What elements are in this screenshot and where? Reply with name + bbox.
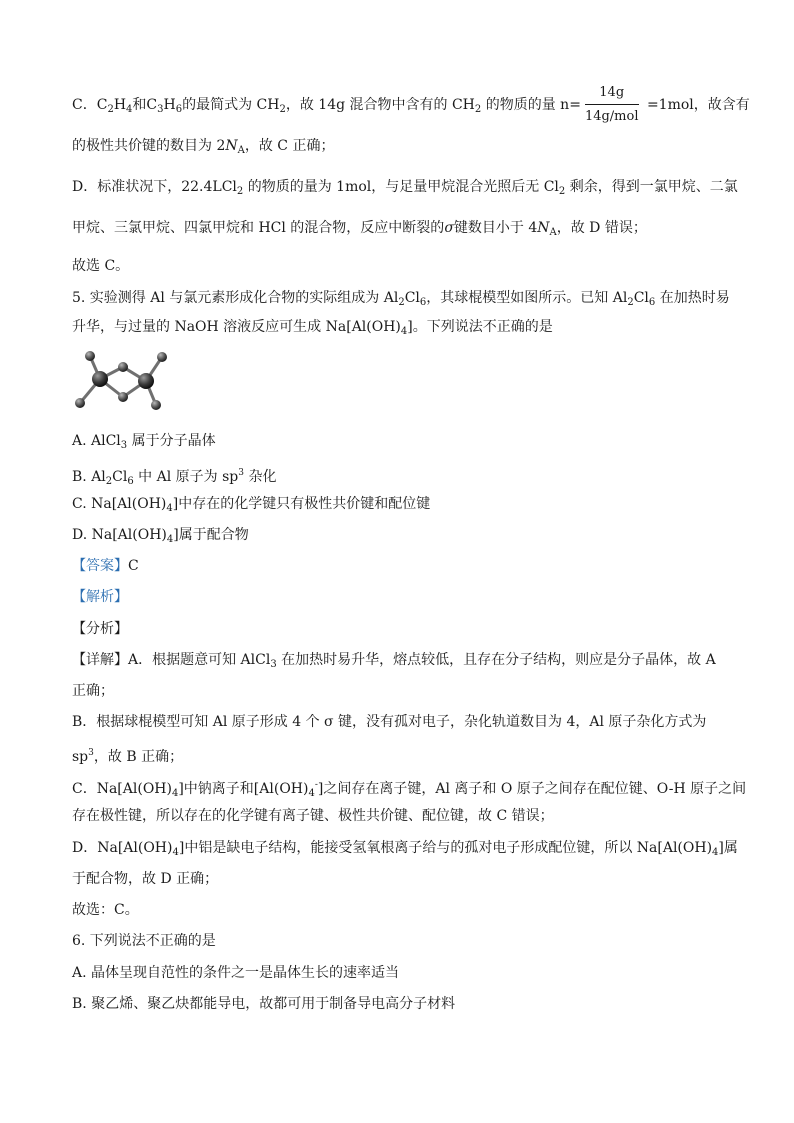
cl-atom: [157, 352, 167, 362]
detail-a-line1: 【详解】A．根据题意可知 AlCl$_3$ 在加热时易升华，熔点较低，且存在分子结构，则应是分子晶体，故 A: [72, 652, 716, 670]
option-d-explanation-line2: 甲烷、三氯甲烷、四氯甲烷和 HCl 的混合物，反应中断裂的σ键数目小于 $4N_A$，故 D 错误；: [72, 220, 647, 238]
detail-d-line2: 于配合物，故 D 正确；: [72, 871, 219, 887]
question-6-title: 6. 下列说法不正确的是: [72, 933, 216, 949]
option-5a: A. AlCl$_3$ 属于分子晶体: [72, 433, 216, 451]
option-5b: B. $Al_2Cl_6$ 中 Al 原子为 $sp^3$ 杂化: [72, 468, 277, 487]
option-6b: B. 聚乙烯、聚乙炔都能导电，故都可用于制备导电高分子材料: [72, 996, 456, 1012]
option-5c: C. $Na[Al(OH)_4]$中存在的化学键只有极性共价键和配位键: [72, 496, 431, 514]
option-d-explanation-line1: D．标准状况下，22.4LCl$_2$ 的物质的量为 1mol，与足量甲烷混合光照后无 $Cl_2$ 剩余，得到一氯甲烷、二氯: [72, 179, 738, 197]
question-5-line2: 升华，与过量的 NaOH 溶液反应可生成 $Na[Al(OH)_4]$。下列说法不正确的是: [72, 319, 553, 337]
molar-fraction: $\frac{14g}{\text{14g/mol}}$: [584, 85, 639, 124]
detail-d-line1: D．$Na[Al(OH)_4]$中铝是缺电子结构，能接受氢氧根离子给与的孤对电子形成配位键，所以 $Na[Al(OH)_4]$属: [72, 840, 738, 858]
al-atom: [92, 371, 108, 387]
detail-c-line1: C．$Na[Al(OH)_4]$中钠离子和$[Al(OH)_4^-]$之间存在离子键，Al 离子和 O 原子之间存在配位键、O-H 原子之间: [72, 780, 747, 799]
fenxi-heading: 【分析】: [72, 621, 128, 637]
conclusion-choose-c: 故选 C。: [72, 258, 130, 274]
detail-c-line2: 存在极性键，所以存在的化学键有离子键、极性共价键、配位键，故 C 错误；: [72, 808, 554, 824]
detail-conclusion: 故选：C。: [72, 902, 139, 918]
detail-a-line2: 正确；: [72, 683, 114, 699]
question-5-line1: 5. 实验测得 Al 与氯元素形成化合物的实际组成为 $Al_2Cl_6$，其球棍模型如图所示。已知 $Al_2Cl_6$ 在加热时易: [72, 290, 730, 308]
option-c-explanation-line1: C．$C_2H_4$和$C_3H_6$的最简式为 $CH_2$，故 14g 混合物中含有的 $CH_2$ 的物质的量 n= $\frac{14g}{\text{14g/mol}}$ =1mol，故含有: [72, 85, 750, 124]
cl-atom: [118, 392, 128, 402]
detail-b-line2: $sp^3$，故 B 正确；: [72, 748, 184, 765]
detail-b-line1: B．根据球棍模型可知 Al 原子形成 4 个 σ 键，没有孤对电子，杂化轨道数目为 4，Al 原子杂化方式为: [72, 714, 707, 730]
cl-atom: [75, 398, 85, 408]
al-atom: [138, 373, 154, 389]
option-6a: A. 晶体呈现自范性的条件之一是晶体生长的速率适当: [72, 965, 400, 981]
option-c-explanation-line2: 的极性共价键的数目为 $2N_A$，故 C 正确；: [72, 138, 335, 156]
option-5d: D. $Na[Al(OH)_4]$属于配合物: [72, 527, 249, 545]
cl-atom: [85, 351, 95, 361]
cl-atom: [151, 400, 161, 410]
analysis-heading: 【解析】: [72, 589, 128, 605]
cl-atom: [118, 362, 128, 372]
answer-line: 【答案】C: [72, 558, 139, 574]
al2cl6-ball-stick-model: [68, 345, 178, 417]
